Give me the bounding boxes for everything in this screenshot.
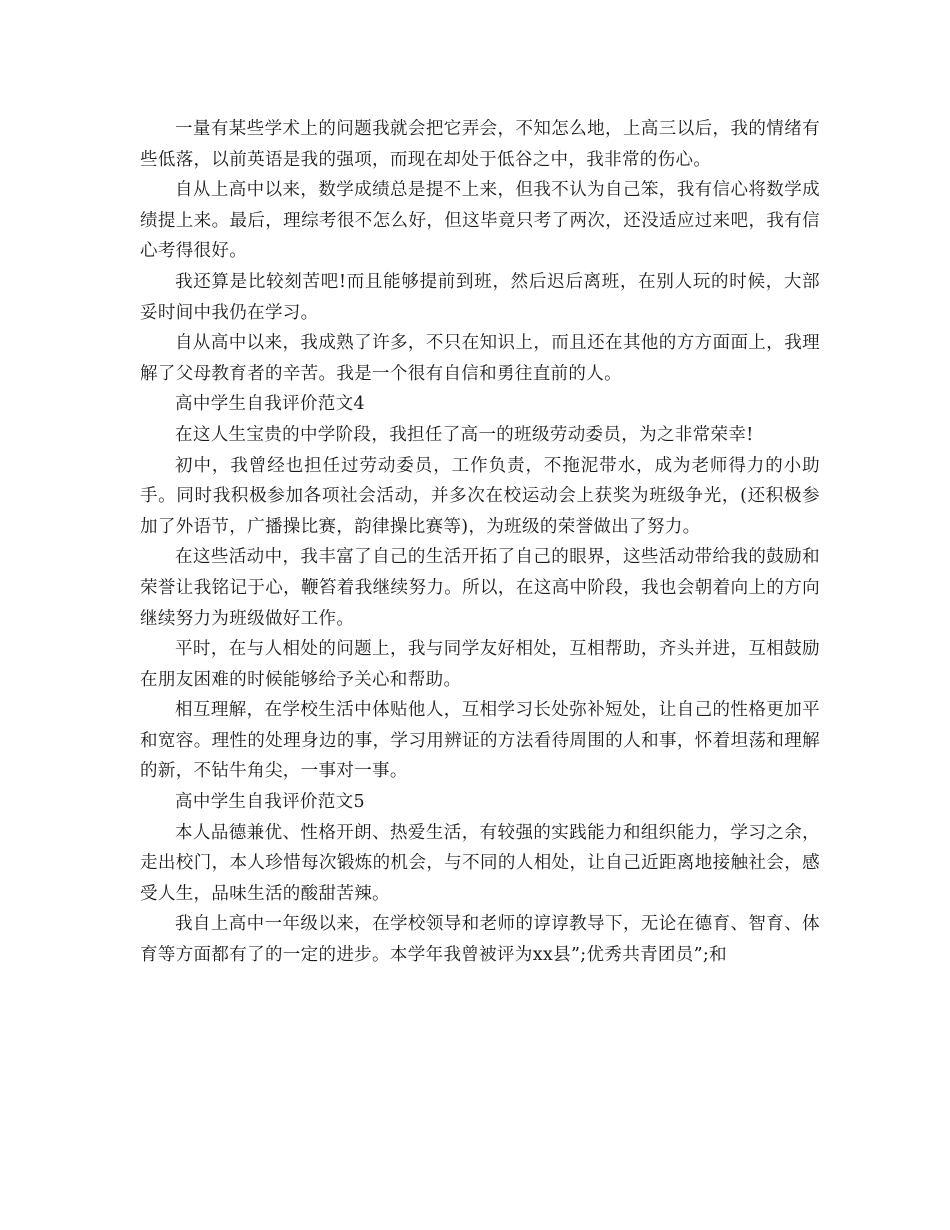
section-heading-4: 高中学生自我评价范文4 — [175, 394, 365, 415]
paragraph-11: 我自上高中一年级以来，在学校领导和老师的谆谆教导下，无论在德育、智育、体育等方面都有了的一定的进步。本学年我曾被评为xx县”;优秀共青团员”;和 — [140, 914, 820, 966]
paragraph-7: 在这些活动中，我丰富了自己的生活开拓了自己的眼界，这些活动带给我的鼓励和荣誉让我铭记于心，鞭笞着我继续努力。所以，在这高中阶段，我也会朝着向上的方向继续努力为班级做好工作。 — [140, 547, 820, 629]
paragraph-3: 我还算是比较刻苦吧!而且能够提前到班，然后迟后离班，在别人玩的时候，大部妥时间中我仍在学习。 — [140, 271, 820, 323]
paragraph-8: 平时，在与人相处的问题上，我与同学友好相处，互相帮助，齐头并进，互相鼓励在朋友困难的时候能够给予关心和帮助。 — [140, 639, 820, 690]
paragraph-4: 自从高中以来，我成熟了许多，不只在知识上，而且还在其他的方方面面上，我理解了父母教育者的辛苦。我是一个很有自信和勇往直前的人。 — [140, 333, 820, 384]
paragraph-10: 本人品德兼优、性格开朗、热爱生活，有较强的实践能力和组织能力，学习之余，走出校门，本人珍惜每次锻炼的机会，与不同的人相处，让自己近距离地接触社会，感受人生，品味生活的酸甜苦辣。 — [140, 822, 820, 904]
document-page — [140, 114, 820, 971]
paragraph-5: 在这人生宝贵的中学阶段，我担任了高一的班级劳动委员，为之非常荣幸! — [175, 424, 754, 445]
paragraph-1: 一量有某些学术上的问题我就会把它弄会，不知怎么地，上高三以后，我的情绪有些低落，以前英语是我的强项，而现在却处于低谷之中，我非常的伤心。 — [140, 119, 820, 170]
paragraph-9: 相互理解，在学校生活中体贴他人，互相学习长处弥补短处，让自己的性格更加平和宽容。理性的处理身边的事，学习用辨证的方法看待周围的人和事，怀着坦荡和理解的新，不钻牛角尖，一事对一事。 — [140, 700, 820, 782]
paragraph-6: 初中，我曾经也担任过劳动委员，工作负责，不拖泥带水，成为老师得力的小助手。同时我积极参加各项社会活动，并多次在校运动会上获奖为班级争光，(还积极参加了外语节，广播操比赛，韵律操比赛等)，为班级的荣誉做出了努力。 — [140, 455, 820, 537]
section-heading-5: 高中学生自我评价范文5 — [175, 792, 365, 813]
paragraph-2: 自从上高中以来，数学成绩总是提不上来，但我不认为自己笨，我有信心将数学成绩提上来。最后，理综考很不怎么好，但这毕竟只考了两次，还没适应过来吧，我有信心考得很好。 — [140, 180, 820, 262]
